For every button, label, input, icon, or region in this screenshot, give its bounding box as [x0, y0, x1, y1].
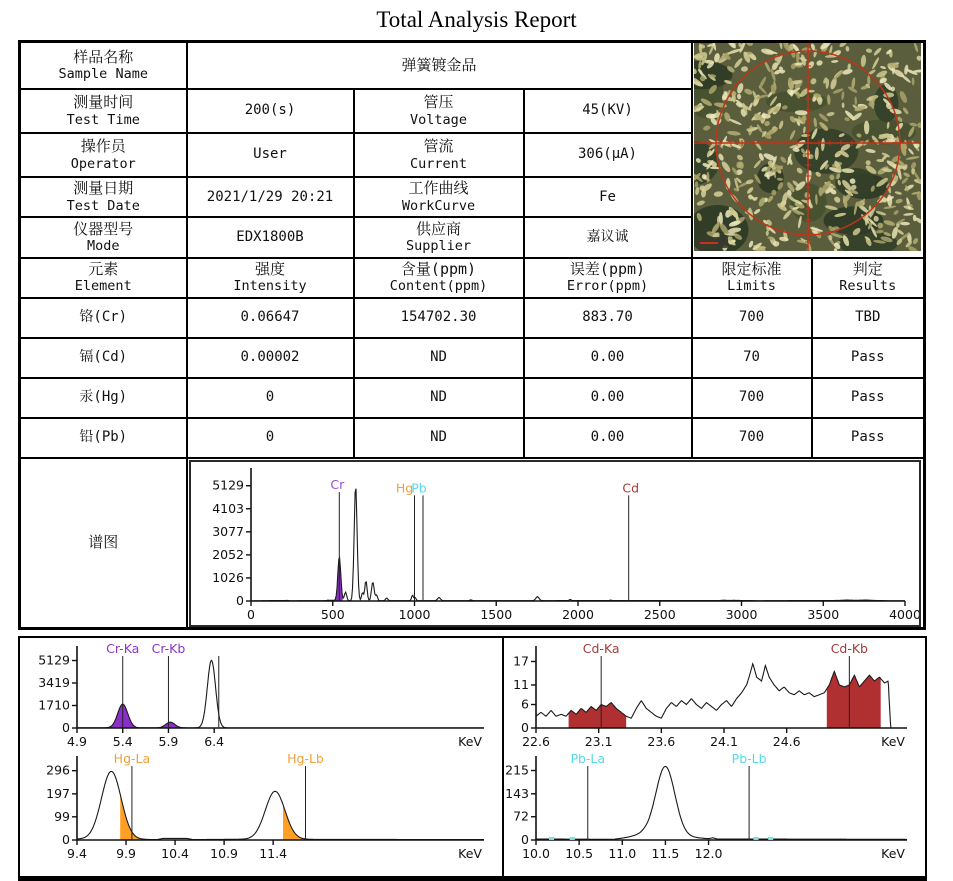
info-value-current: 306(μA) [524, 133, 692, 177]
info-row [20, 42, 925, 89]
svg-text:500: 500 [320, 606, 345, 622]
element-result: Pass [812, 418, 925, 458]
cr-peak-chart [22, 640, 500, 754]
svg-text:23.6: 23.6 [647, 733, 676, 749]
header-limits: 限定标准 Limits [692, 258, 812, 298]
element-result: Pass [812, 338, 925, 378]
svg-text:Cd-Ka: Cd-Ka [582, 640, 620, 656]
svg-text:22.6: 22.6 [522, 733, 550, 749]
svg-text:Pb-Lb: Pb-Lb [731, 753, 767, 766]
svg-text:4.9: 4.9 [67, 733, 87, 749]
element-content: ND [354, 378, 524, 418]
element-limit: 700 [692, 378, 812, 418]
info-label-current: 管流 Current [354, 133, 524, 177]
svg-text:2052: 2052 [211, 546, 244, 562]
header-intensity: 强度 Intensity [187, 258, 354, 298]
element-intensity: 0.06647 [187, 298, 354, 338]
svg-text:296: 296 [46, 762, 70, 778]
spectrum-label: 谱图 [20, 458, 187, 629]
hg-peak-chart [22, 754, 500, 872]
info-value-voltage: 45(KV) [524, 89, 692, 133]
element-header-row [20, 258, 925, 298]
svg-text:4103: 4103 [211, 500, 244, 516]
svg-text:KeV: KeV [458, 733, 482, 749]
info-label-voltage: 管压 Voltage [354, 89, 524, 133]
page-title: Total Analysis Report [376, 7, 577, 32]
sample-photo [692, 42, 925, 258]
info-label-sample-name: 样品名称 Sample Name [20, 42, 187, 89]
info-value-operator: User [187, 133, 354, 177]
svg-text:24.1: 24.1 [710, 733, 738, 749]
element-result: Pass [812, 378, 925, 418]
element-content: ND [354, 418, 524, 458]
full-spectrum-chart [189, 460, 921, 627]
svg-text:Hg: Hg [395, 479, 413, 495]
element-row-cr [20, 298, 925, 338]
element-name: 镉(Cd) [20, 338, 187, 378]
svg-text:Cr: Cr [329, 476, 344, 492]
svg-text:0: 0 [62, 831, 70, 847]
spectrum-cell [187, 458, 925, 629]
svg-text:KeV: KeV [458, 845, 482, 861]
svg-text:11.5: 11.5 [651, 845, 680, 861]
svg-text:0: 0 [521, 831, 529, 847]
svg-text:3077: 3077 [211, 523, 244, 539]
svg-text:3000: 3000 [725, 606, 757, 622]
svg-text:5129: 5129 [211, 477, 244, 493]
pb-peak-chart [506, 754, 923, 872]
sample-photo-image [694, 43, 921, 251]
svg-text:215: 215 [506, 762, 529, 778]
svg-text:143: 143 [506, 785, 529, 801]
element-limit: 700 [692, 418, 812, 458]
svg-text:6.4: 6.4 [204, 733, 225, 749]
cd-peak-chart [506, 640, 923, 754]
svg-text:3419: 3419 [38, 674, 70, 690]
svg-text:Hg-Lb: Hg-Lb [287, 753, 324, 766]
svg-text:2500: 2500 [643, 606, 676, 622]
svg-text:72: 72 [513, 808, 529, 824]
svg-text:Pb-La: Pb-La [570, 753, 606, 766]
element-limit: 70 [692, 338, 812, 378]
report-table [18, 40, 926, 630]
svg-text:Cd-Kb: Cd-Kb [830, 640, 869, 656]
svg-text:Cr-Kb: Cr-Kb [151, 640, 186, 656]
element-error: 0.00 [524, 338, 692, 378]
info-label-operator: 操作员 Operator [20, 133, 187, 177]
svg-text:3500: 3500 [806, 606, 839, 622]
svg-text:2000: 2000 [561, 606, 594, 622]
svg-text:1000: 1000 [398, 606, 430, 622]
element-content: 154702.30 [354, 298, 524, 338]
header-element: 元素 Element [20, 258, 187, 298]
info-label-test-time: 测量时间 Test Time [20, 89, 187, 133]
element-row-cd [20, 338, 925, 378]
element-intensity: 0 [187, 378, 354, 418]
svg-text:23.1: 23.1 [584, 733, 613, 749]
panel-divider [502, 638, 504, 876]
element-row-hg [20, 378, 925, 418]
element-intensity: 0.00002 [187, 338, 354, 378]
element-name: 铅(Pb) [20, 418, 187, 458]
svg-text:0: 0 [521, 719, 529, 735]
svg-text:0: 0 [62, 719, 70, 735]
svg-text:Cr-Ka: Cr-Ka [106, 640, 140, 656]
element-result: TBD [812, 298, 925, 338]
svg-text:Cd: Cd [621, 479, 639, 495]
svg-text:4000: 4000 [888, 606, 919, 622]
svg-text:6: 6 [521, 696, 529, 712]
info-value-test-time: 200(s) [187, 89, 354, 133]
svg-text:12.0: 12.0 [694, 845, 723, 861]
svg-text:10.4: 10.4 [161, 845, 189, 861]
info-value-workcurve: Fe [524, 177, 692, 217]
svg-text:99: 99 [54, 808, 70, 824]
svg-text:197: 197 [46, 785, 70, 801]
svg-text:9.9: 9.9 [116, 845, 136, 861]
svg-text:5.4: 5.4 [112, 733, 133, 749]
header-results: 判定 Results [812, 258, 925, 298]
header-error: 误差(ppm) Error(ppm) [524, 258, 692, 298]
info-label-mode: 仪器型号 Mode [20, 217, 187, 257]
element-intensity: 0 [187, 418, 354, 458]
element-name: 铬(Cr) [20, 298, 187, 338]
header-content: 含量(ppm) Content(ppm) [354, 258, 524, 298]
svg-text:10.0: 10.0 [522, 845, 550, 861]
svg-text:KeV: KeV [881, 845, 905, 861]
svg-text:0: 0 [246, 606, 255, 622]
element-row-pb [20, 418, 925, 458]
info-value-supplier: 嘉议诚 [524, 217, 692, 257]
spectrum-row [20, 458, 925, 629]
svg-text:9.4: 9.4 [67, 845, 87, 861]
info-label-workcurve: 工作曲线 WorkCurve [354, 177, 524, 217]
svg-text:Pb: Pb [410, 479, 427, 495]
svg-text:5129: 5129 [38, 652, 70, 668]
svg-text:1026: 1026 [211, 569, 244, 585]
info-label-test-date: 测量日期 Test Date [20, 177, 187, 217]
element-name: 汞(Hg) [20, 378, 187, 418]
element-content: ND [354, 338, 524, 378]
svg-text:10.9: 10.9 [210, 845, 239, 861]
element-error: 883.70 [524, 298, 692, 338]
peak-charts-panel [18, 636, 927, 881]
svg-text:Hg-La: Hg-La [113, 753, 151, 766]
info-value-test-date: 2021/1/29 20:21 [187, 177, 354, 217]
svg-text:11.0: 11.0 [608, 845, 637, 861]
element-limit: 700 [692, 298, 812, 338]
info-label-supplier: 供应商 Supplier [354, 217, 524, 257]
element-error: 0.00 [524, 378, 692, 418]
info-value-mode: EDX1800B [187, 217, 354, 257]
svg-text:5.9: 5.9 [158, 733, 179, 749]
svg-text:1500: 1500 [479, 606, 512, 622]
svg-text:11: 11 [513, 676, 529, 692]
svg-text:KeV: KeV [881, 733, 905, 749]
svg-text:0: 0 [235, 592, 244, 608]
element-error: 0.00 [524, 418, 692, 458]
svg-text:11.4: 11.4 [259, 845, 288, 861]
svg-text:1710: 1710 [38, 697, 70, 712]
info-value-sample-name: 弹簧镀金品 [187, 42, 692, 89]
svg-text:24.6: 24.6 [772, 733, 801, 749]
svg-text:17: 17 [513, 652, 529, 668]
svg-text:10.5: 10.5 [565, 845, 594, 861]
